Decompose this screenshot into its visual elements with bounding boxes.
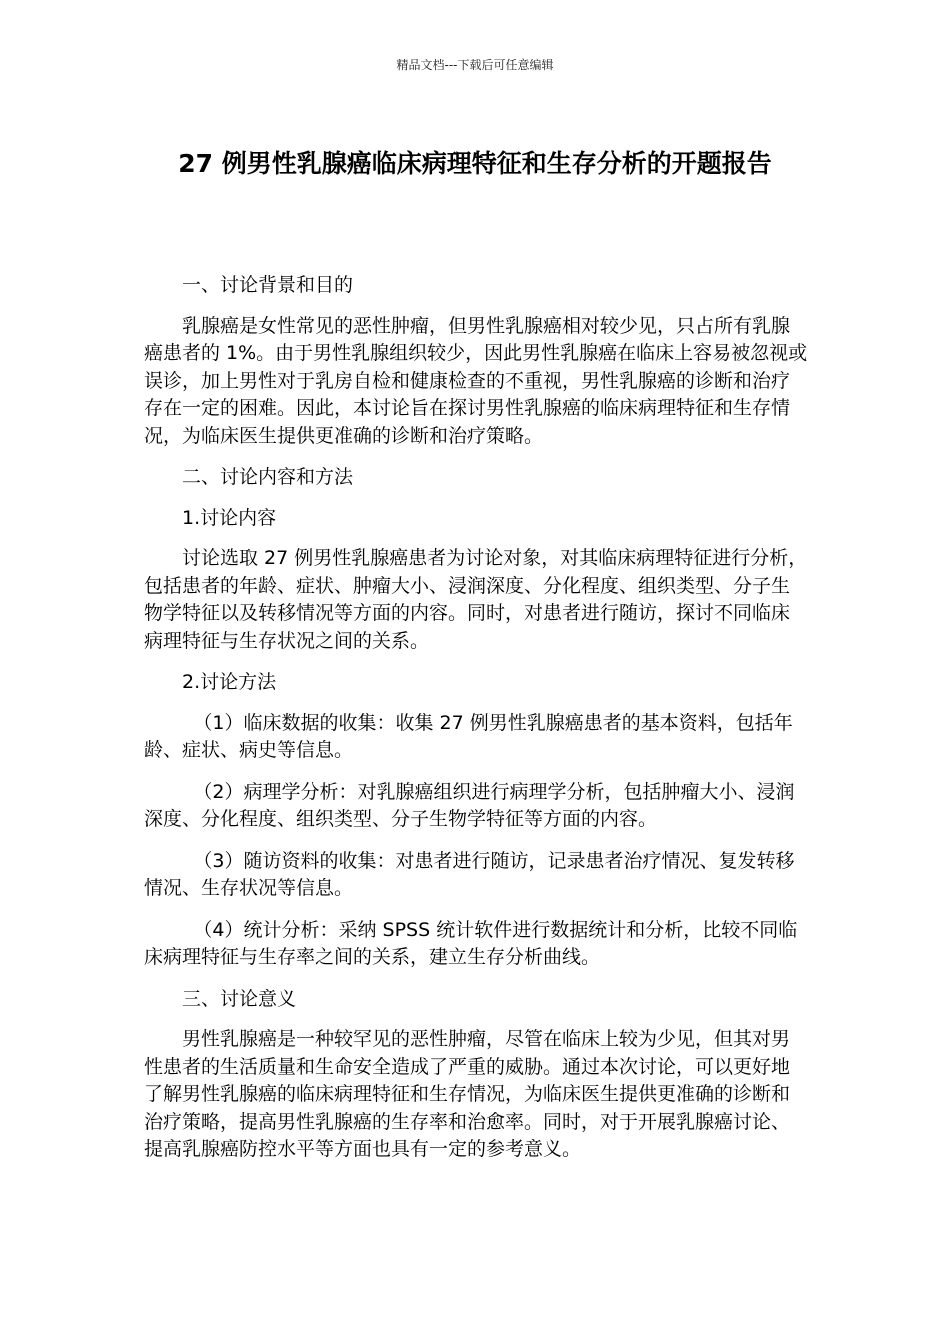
method-item: （3）随访资料的收集：对患者进行随访，记录患者治疗情况、复发转移情况、生存状况等信息。 — [144, 849, 795, 899]
section-heading-background: 一、讨论背景和目的 — [182, 274, 354, 296]
method-item: （2）病理学分析：对乳腺癌组织进行病理学分析，包括肿瘤大小、浸润深度、分化程度、组织类型、分子生物学特征等方面的内容。 — [144, 780, 795, 830]
method-item: （1）临床数据的收集：收集 27 例男性乳腺癌患者的基本资料，包括年龄、症状、病史等信息。 — [144, 711, 793, 761]
paragraph-background: 乳腺癌是女性常见的恶性肿瘤，但男性乳腺癌相对较少见，只占所有乳腺癌患者的 1%。由于男性乳腺组织较少，因此男性乳腺癌在临床上容易被忽视或误诊，加上男性对于乳房自检和健康检查的不重视，男性乳腺癌的诊断和治疗存在一定的困难。因此，本讨论旨在探讨男性乳腺癌的临床病理特征和生存情况，为临床医生提供更准确的诊断和治疗策略。 — [144, 314, 808, 447]
section-heading-significance: 三、讨论意义 — [182, 987, 297, 1010]
subheading-methods: 2.讨论方法 — [182, 671, 277, 693]
method-item: （4）统计分析：采纳 SPSS 统计软件进行数据统计和分析，比较不同临床病理特征与生存率之间的关系，建立生存分析曲线。 — [144, 918, 798, 968]
section-heading-content-methods: 二、讨论内容和方法 — [182, 466, 354, 488]
paragraph-content: 讨论选取 27 例男性乳腺癌患者为讨论对象，对其临床病理特征进行分析，包括患者的年龄、症状、肿瘤大小、浸润深度、分化程度、组织类型、分子生物学特征以及转移情况等方面的内容。同时，对患者进行随访，探讨不同临床病理特征与生存状况之间的关系。 — [144, 547, 808, 652]
subheading-content: 1.讨论内容 — [182, 506, 277, 529]
document-title: 27 例男性乳腺癌临床病理特征和生存分析的开题报告 — [178, 149, 772, 178]
document-body — [144, 272, 808, 1178]
paragraph-significance: 男性乳腺癌是一种较罕见的恶性肿瘤，尽管在临床上较为少见，但其对男性患者的生活质量和生命安全造成了严重的威胁。通过本次讨论，可以更好地了解男性乳腺癌的临床病理特征和生存情况，为临床医生提供更准确的诊断和治疗策略，提高男性乳腺癌的生存率和治愈率。同时，对于开展乳腺癌讨论、提高乳腺癌防控水平等方面也具有一定的参考意义。 — [144, 1028, 791, 1160]
page-header: 精品文档---下载后可任意编辑 — [396, 58, 554, 72]
